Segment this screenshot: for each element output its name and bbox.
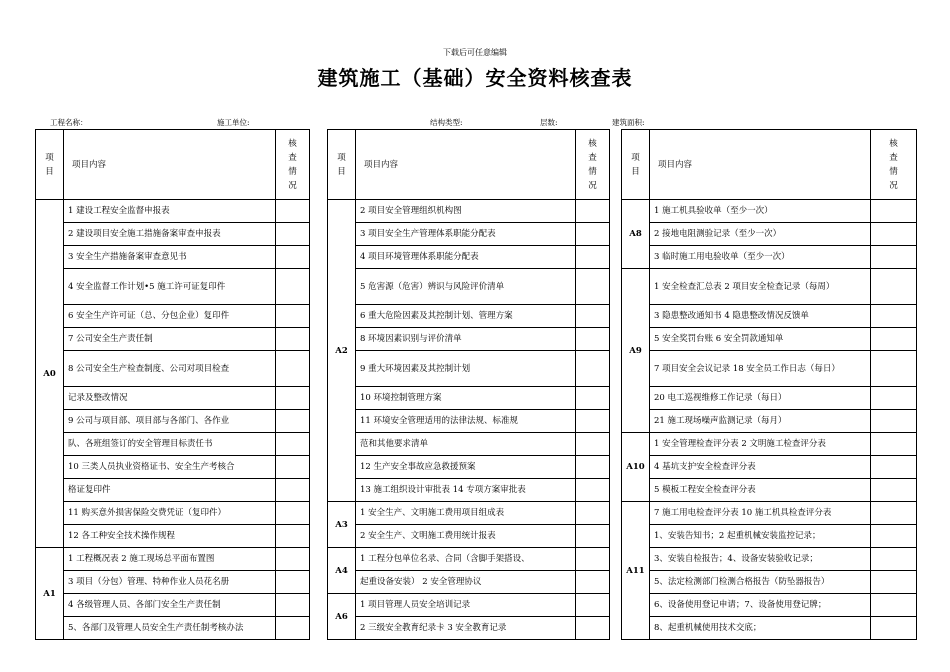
check-cell bbox=[871, 387, 917, 410]
table-row bbox=[36, 617, 917, 640]
table-row bbox=[36, 410, 917, 433]
content-header: 项目内容 bbox=[64, 130, 276, 200]
check-header: 核查情况 bbox=[276, 130, 310, 200]
check-cell bbox=[576, 525, 610, 548]
table-cell: 1 建设工程安全监督申报表 bbox=[64, 200, 276, 223]
table-row bbox=[36, 456, 917, 479]
check-cell bbox=[576, 328, 610, 351]
table-cell: 3 隐患整改通知书 4 隐患整改情况反馈单 bbox=[650, 305, 871, 328]
check-cell bbox=[576, 269, 610, 305]
check-cell bbox=[871, 246, 917, 269]
check-cell bbox=[576, 246, 610, 269]
page-title: 建筑施工（基础）安全资料核查表 bbox=[317, 66, 633, 90]
check-cell bbox=[276, 502, 310, 525]
check-cell bbox=[576, 479, 610, 502]
table-cell: 2 项目安全管理组织机构图 bbox=[356, 200, 576, 223]
check-cell bbox=[871, 351, 917, 387]
table-row bbox=[36, 571, 917, 594]
check-cell bbox=[576, 305, 610, 328]
check-cell bbox=[576, 433, 610, 456]
table-cell: 10 三类人员执业资格证书、安全生产考核合 bbox=[64, 456, 276, 479]
table-cell: 5、法定检测部门检测合格报告（防坠器报告） bbox=[650, 571, 871, 594]
table-cell: 1 项目管理人员安全培训记录 bbox=[356, 594, 576, 617]
table-cell: 7 项目安全会议记录 18 安全员工作日志（每日） bbox=[650, 351, 871, 387]
section-code-a8: A8 bbox=[622, 200, 650, 269]
check-cell bbox=[871, 433, 917, 456]
check-cell bbox=[871, 328, 917, 351]
table-cell: 格证复印件 bbox=[64, 479, 276, 502]
table-cell: 4 各级管理人员、各部门安全生产责任制 bbox=[64, 594, 276, 617]
table-cell: 3 临时施工用电验收单（至少一次） bbox=[650, 246, 871, 269]
section-code-a0: A0 bbox=[36, 200, 64, 548]
check-cell bbox=[276, 433, 310, 456]
table-cell: 8 环境因素识别与评价清单 bbox=[356, 328, 576, 351]
meta-line bbox=[0, 117, 950, 129]
table-cell: 7 施工用电检查评分表 10 施工机具检查评分表 bbox=[650, 502, 871, 525]
check-cell bbox=[576, 200, 610, 223]
check-cell bbox=[871, 200, 917, 223]
check-cell bbox=[871, 456, 917, 479]
content-header: 项目内容 bbox=[356, 130, 576, 200]
table-cell: 队、各班组签订的安全管理目标责任书 bbox=[64, 433, 276, 456]
section-code-a6: A6 bbox=[328, 594, 356, 640]
top-note: 下载后可任意编辑 bbox=[443, 48, 507, 57]
check-cell bbox=[576, 351, 610, 387]
construction-unit-label: 施工单位: bbox=[217, 118, 250, 127]
table-cell: 8、起重机械使用技术交底； bbox=[650, 617, 871, 640]
table-cell: 1 安全管理检查评分表 2 文明施工检查评分表 bbox=[650, 433, 871, 456]
item-header: 项目 bbox=[622, 130, 650, 200]
table-row bbox=[36, 200, 917, 223]
check-header: 核查情况 bbox=[576, 130, 610, 200]
check-cell bbox=[576, 502, 610, 525]
check-cell bbox=[276, 351, 310, 387]
check-cell bbox=[276, 548, 310, 571]
check-cell bbox=[576, 617, 610, 640]
table-cell: 2 安全生产、文明施工费用统计报表 bbox=[356, 525, 576, 548]
floors-label: 层数: bbox=[540, 118, 558, 127]
table-row bbox=[36, 594, 917, 617]
check-cell bbox=[871, 479, 917, 502]
table-cell: 3 项目安全生产管理体系职能分配表 bbox=[356, 223, 576, 246]
table-cell: 4 基坑支护安全检查评分表 bbox=[650, 456, 871, 479]
table-row bbox=[36, 479, 917, 502]
section-code-a1: A1 bbox=[36, 548, 64, 640]
section-code-a2: A2 bbox=[328, 200, 356, 502]
table-row bbox=[36, 433, 917, 456]
check-cell bbox=[276, 328, 310, 351]
check-cell bbox=[276, 525, 310, 548]
table-cell: 记录及整改情况 bbox=[64, 387, 276, 410]
table-cell: 1 安全生产、文明施工费用项目组成表 bbox=[356, 502, 576, 525]
table-row bbox=[36, 502, 917, 525]
table-row bbox=[36, 351, 917, 387]
check-cell bbox=[276, 594, 310, 617]
table-cell: 6 重大危险因素及其控制计划、管理方案 bbox=[356, 305, 576, 328]
check-cell bbox=[576, 456, 610, 479]
table-cell: 5 危害源（危害）辨识与风险评价清单 bbox=[356, 269, 576, 305]
table-cell: 13 施工组织设计审批表 14 专项方案审批表 bbox=[356, 479, 576, 502]
table-cell: 21 施工现场噪声监测记录（每月） bbox=[650, 410, 871, 433]
table-cell: 1、安装告知书；2 起重机械安装监控记录； bbox=[650, 525, 871, 548]
table-cell: 5 安全奖罚台账 6 安全罚款通知单 bbox=[650, 328, 871, 351]
table-cell: 4 项目环境管理体系职能分配表 bbox=[356, 246, 576, 269]
check-cell bbox=[871, 594, 917, 617]
project-name-label: 工程名称： bbox=[50, 118, 88, 127]
table-cell: 2 建设项目安全施工措施备案审查申报表 bbox=[64, 223, 276, 246]
item-header: 项目 bbox=[328, 130, 356, 200]
column-gap bbox=[310, 130, 328, 200]
table-cell: 4 安全监督工作计划•5 施工许可证复印件 bbox=[64, 269, 276, 305]
table-cell: 3 项目（分包）管理、特种作业人员花名册 bbox=[64, 571, 276, 594]
table-row bbox=[36, 548, 917, 571]
table-cell: 12 生产安全事故应急救援预案 bbox=[356, 456, 576, 479]
column-gap bbox=[310, 200, 328, 640]
check-cell bbox=[871, 617, 917, 640]
check-cell bbox=[276, 617, 310, 640]
column-gap bbox=[610, 200, 622, 640]
check-cell bbox=[276, 200, 310, 223]
table-cell: 8 公司安全生产检查制度、公司对项目检查 bbox=[64, 351, 276, 387]
check-table bbox=[35, 129, 917, 640]
check-cell bbox=[276, 479, 310, 502]
check-cell bbox=[576, 223, 610, 246]
table-cell: 5 模板工程安全检查评分表 bbox=[650, 479, 871, 502]
table-cell: 3 安全生产措施备案审查意见书 bbox=[64, 246, 276, 269]
section-code-a11: A11 bbox=[622, 502, 650, 640]
table-row bbox=[36, 328, 917, 351]
table-cell: 5、各部门及管理人员安全生产责任制考核办法 bbox=[64, 617, 276, 640]
check-cell bbox=[871, 502, 917, 525]
check-cell bbox=[276, 269, 310, 305]
table-row bbox=[36, 387, 917, 410]
check-cell bbox=[871, 548, 917, 571]
table-cell: 20 电工巡视维修工作记录（每日） bbox=[650, 387, 871, 410]
table-cell: 11 环境安全管理适用的法律法规、标准规 bbox=[356, 410, 576, 433]
content-header: 项目内容 bbox=[650, 130, 871, 200]
table-cell: 9 公司与项目部、项目部与各部门、各作业 bbox=[64, 410, 276, 433]
item-header: 项目 bbox=[36, 130, 64, 200]
check-cell bbox=[871, 525, 917, 548]
table-cell: 范和其他要求清单 bbox=[356, 433, 576, 456]
table-cell: 12 各工种安全技术操作规程 bbox=[64, 525, 276, 548]
check-cell bbox=[576, 548, 610, 571]
check-cell bbox=[871, 223, 917, 246]
check-cell bbox=[576, 571, 610, 594]
table-row bbox=[36, 246, 917, 269]
table-row bbox=[36, 269, 917, 305]
table-cell: 2 接地电阻测验记录（至少一次） bbox=[650, 223, 871, 246]
check-cell bbox=[276, 246, 310, 269]
area-label: 建筑面积: bbox=[612, 118, 645, 127]
check-cell bbox=[276, 410, 310, 433]
check-cell bbox=[276, 223, 310, 246]
table-cell: 7 公司安全生产责任制 bbox=[64, 328, 276, 351]
check-cell bbox=[871, 305, 917, 328]
check-header: 核查情况 bbox=[871, 130, 917, 200]
section-code-a3: A3 bbox=[328, 502, 356, 548]
check-cell bbox=[576, 594, 610, 617]
table-cell: 10 环境控制管理方案 bbox=[356, 387, 576, 410]
table-cell: 1 安全检查汇总表 2 项目安全检查记录（每周） bbox=[650, 269, 871, 305]
section-code-a10: A10 bbox=[622, 433, 650, 502]
check-cell bbox=[276, 387, 310, 410]
header-row bbox=[36, 130, 917, 200]
table-cell: 9 重大环境因素及其控制计划 bbox=[356, 351, 576, 387]
check-cell bbox=[576, 410, 610, 433]
section-code-a4: A4 bbox=[328, 548, 356, 594]
check-cell bbox=[871, 410, 917, 433]
table-cell: 6 安全生产许可证（总、分包企业）复印件 bbox=[64, 305, 276, 328]
table-row bbox=[36, 525, 917, 548]
table-cell: 6、设备使用登记申请；7、设备使用登记牌； bbox=[650, 594, 871, 617]
table-cell: 起重设备安装） 2 安全管理协议 bbox=[356, 571, 576, 594]
column-gap bbox=[610, 130, 622, 200]
table-cell: 11 购买意外损害保险交费凭证（复印件） bbox=[64, 502, 276, 525]
check-cell bbox=[871, 571, 917, 594]
table-cell: 2 三级安全教育纪录卡 3 安全教育记录 bbox=[356, 617, 576, 640]
check-cell bbox=[276, 571, 310, 594]
structure-type-label: 结构类型: bbox=[430, 118, 463, 127]
check-cell bbox=[871, 269, 917, 305]
table-row bbox=[36, 305, 917, 328]
table-cell: 1 工程分包单位名录、合同（含脚手架搭设、 bbox=[356, 548, 576, 571]
table-cell: 1 施工机具验收单（至少一次） bbox=[650, 200, 871, 223]
table-cell: 1 工程概况表 2 施工现场总平面布置图 bbox=[64, 548, 276, 571]
table-row bbox=[36, 223, 917, 246]
check-cell bbox=[576, 387, 610, 410]
section-code-a9: A9 bbox=[622, 269, 650, 433]
check-cell bbox=[276, 456, 310, 479]
check-cell bbox=[276, 305, 310, 328]
table-cell: 3、安装自检报告；4、设备安装验收记录； bbox=[650, 548, 871, 571]
